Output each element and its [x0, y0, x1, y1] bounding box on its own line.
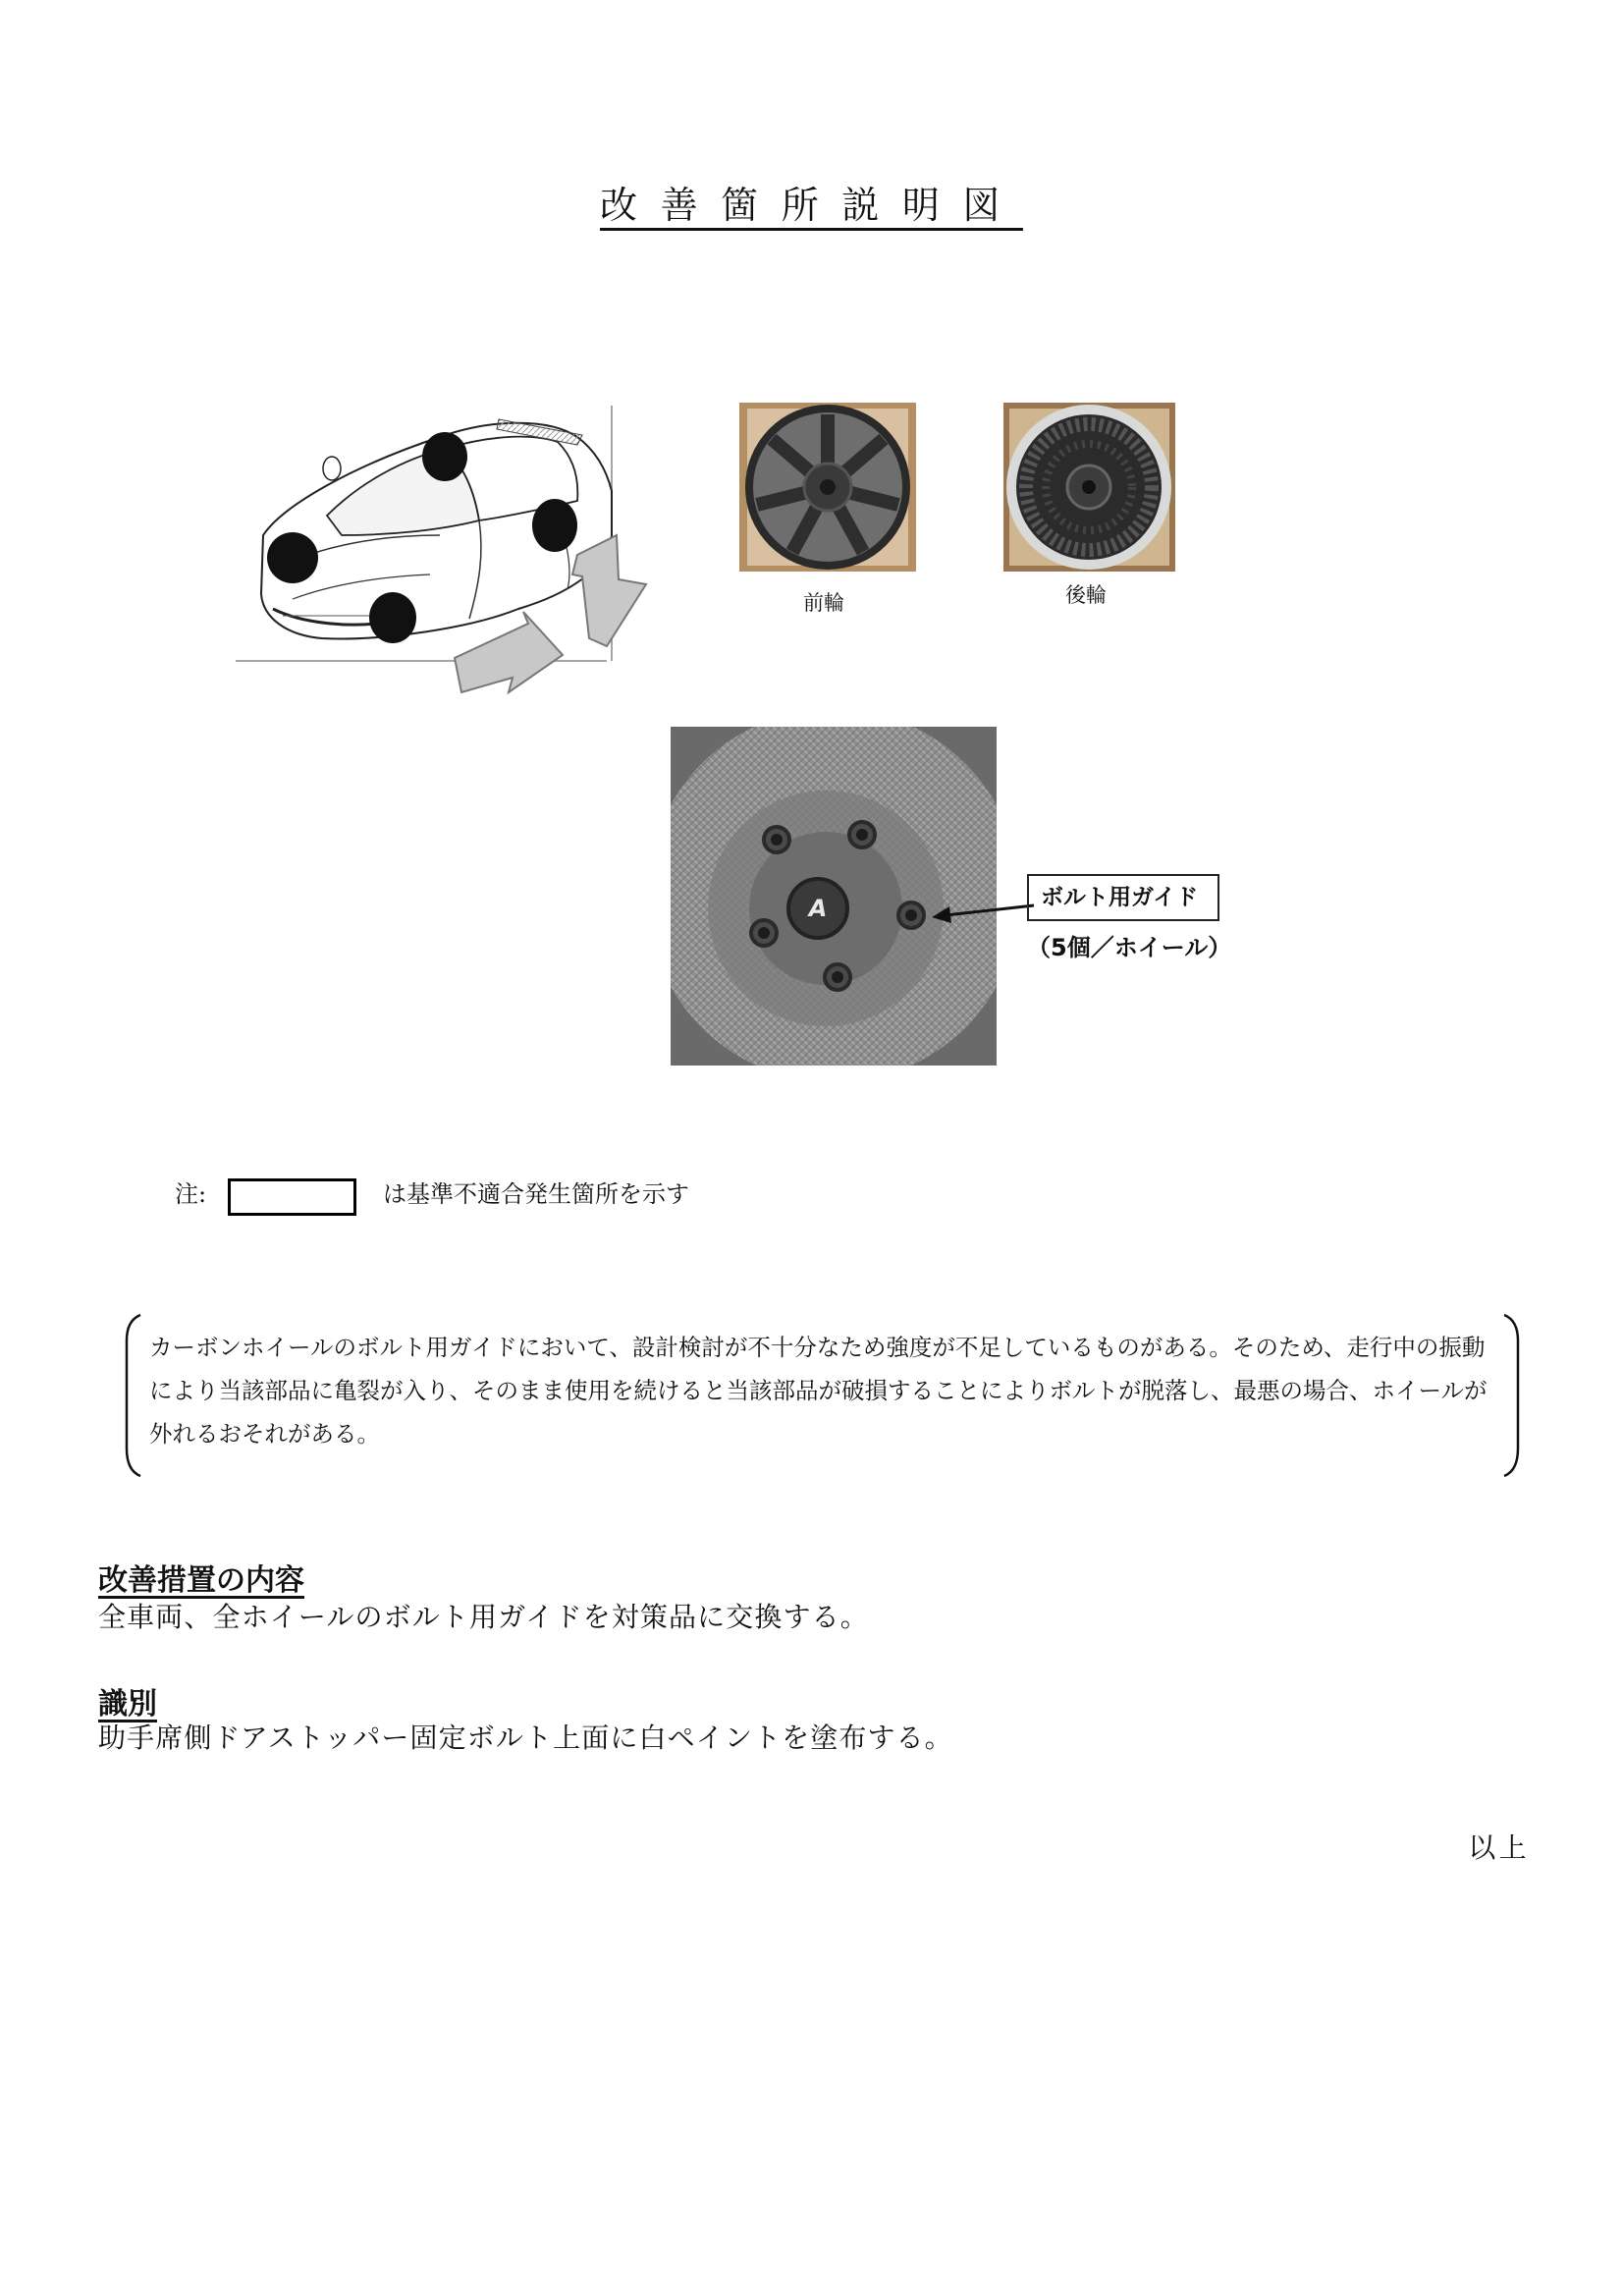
- front-wheel-photo: [739, 403, 916, 572]
- callout-box: [1027, 874, 1219, 921]
- note-prefix: 注:: [175, 1180, 207, 1208]
- identification-text: 助手席側ドアストッパー固定ボルト上面に白ペイントを塗布する。: [98, 1722, 953, 1754]
- callout-sub: （5個／ホイール）: [1027, 934, 1232, 961]
- callout-arrow: [928, 889, 1036, 928]
- description-text: カーボンホイールのボルト用ガイドにおいて、設計検討が不十分なため強度が不足しているものがある。そのため、走行中の振動により当該部品に亀裂が入り、そのまま使用を続けると当該部品が破損することによりボルトが脱落し、最悪の場合、ホイールが外れるおそれがある。: [149, 1334, 1488, 1448]
- callout-label: ボルト用ガイド: [1041, 885, 1199, 910]
- page-title: 改善箇所説明図: [600, 184, 1023, 227]
- front-wheel-label: 前輪: [803, 591, 844, 615]
- rear-wheel-label: 後輪: [1065, 583, 1107, 607]
- remedy-heading: 改善措置の内容: [98, 1563, 304, 1598]
- note-legend-box: [228, 1178, 356, 1216]
- identification-heading: 識別: [98, 1687, 157, 1722]
- svg-text:A: A: [808, 895, 828, 922]
- note-text: は基準不適合発生箇所を示す: [383, 1180, 689, 1208]
- remedy-text: 全車両、全ホイールのボルト用ガイドを対策品に交換する。: [98, 1601, 869, 1633]
- rear-wheel-photo: [1003, 403, 1175, 572]
- car-diagram: [234, 398, 666, 722]
- closing-text: 以上: [1468, 1831, 1530, 1864]
